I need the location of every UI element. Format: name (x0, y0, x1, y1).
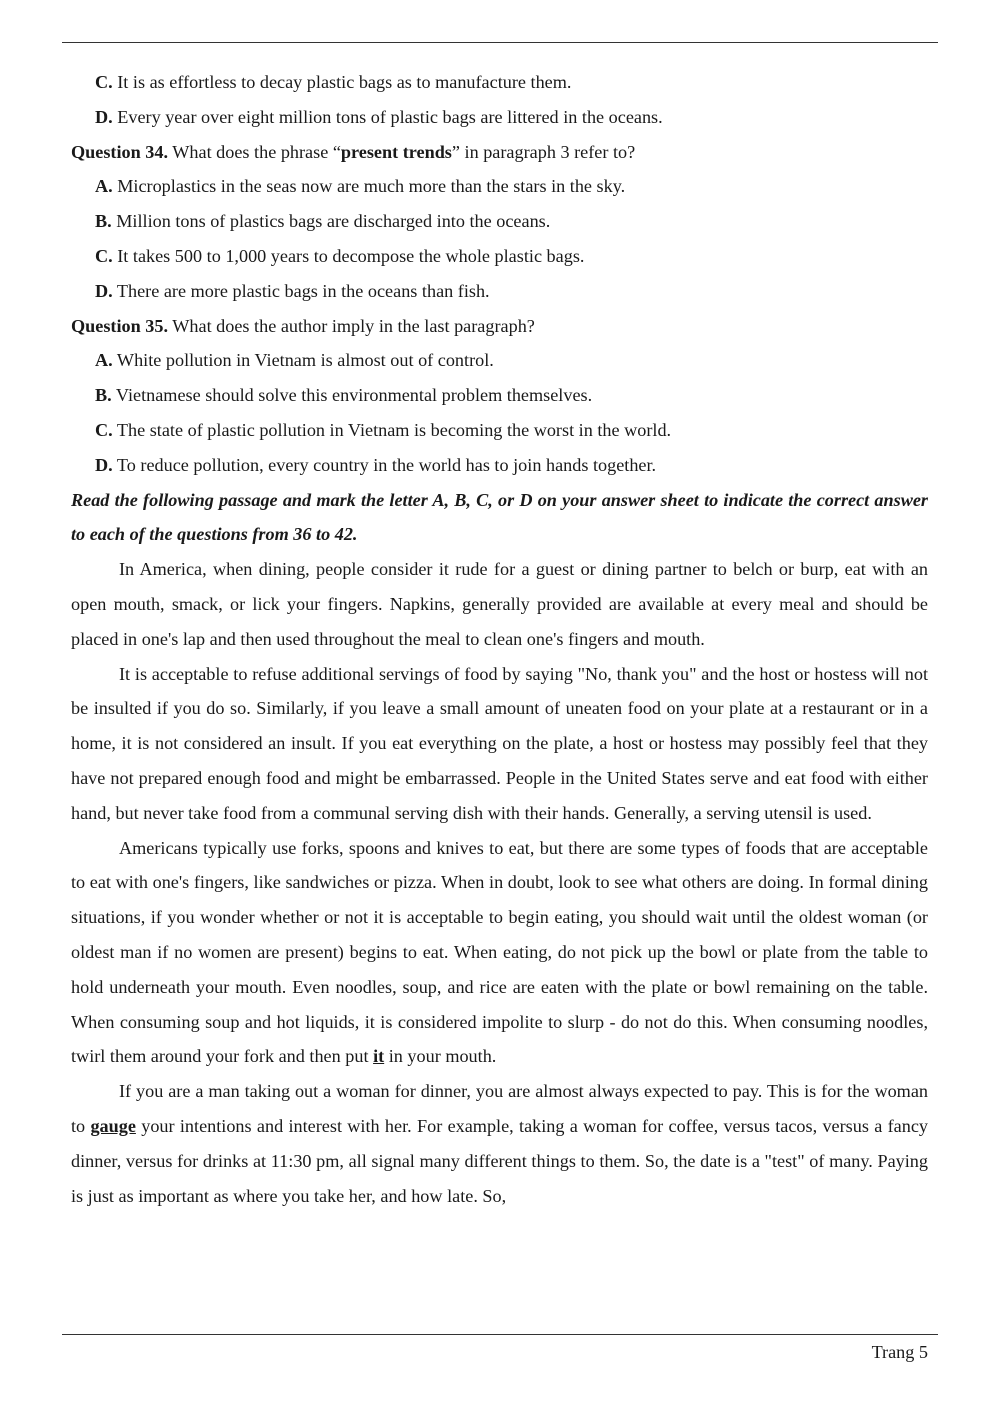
question-34: Question 34. What does the phrase “present trends” in paragraph 3 refer to? (71, 141, 636, 162)
q33-option-d: D. Every year over eight million tons of plastic bags are littered in the oceans. (95, 106, 663, 127)
header-rule (62, 42, 938, 43)
footer-rule (62, 1334, 938, 1335)
q34-option-d: D. There are more plastic bags in the oceans than fish. (95, 280, 490, 301)
q34-option-a: A. Microplastics in the seas now are much more than the stars in the sky. (95, 176, 626, 197)
q34-option-c: C. It takes 500 to 1,000 years to decompose the whole plastic bags. (95, 245, 585, 266)
q33-option-c: C. It is as effortless to decay plastic bags as to manufacture them. (95, 72, 572, 92)
q35-option-c: C. The state of plastic pollution in Vietnam is becoming the worst in the world. (95, 419, 672, 440)
page-number: Trang 5 (871, 1342, 928, 1362)
passage-paragraph-3: Americans typically use forks, spoons and knives to eat, but there are some types of foods that are acceptable to eat with one's fingers, like sandwiches or pizza. When in doubt, look to see what others are doing. In formal dining situations, if you wonder whether or not it is acceptable to begin eating, you should wait until the oldest woman (or oldest man if no women are present) begins to eat. When eating, do not pick up the bowl or plate from the table to hold underneath your mouth. Even noodles, soup, and rice are eaten with the plate or bowl remaining on the table. When consuming soup and hot liquids, it is considered impolite to slurp - do not do this. When consuming noodles, twirl them around your fork and then put it in your mouth. (71, 837, 928, 1067)
q35-option-a: A. White pollution in Vietnam is almost out of control. (95, 350, 494, 371)
section-instruction: Read the following passage and mark the letter A, B, C, or D on your answer sheet to indicate the correct answer to each of the questions from 36 to 42. (71, 489, 928, 545)
passage-paragraph-4: If you are a man taking out a woman for dinner, you are almost always expected to pay. This is for the woman to gauge your intentions and interest with her. For example, taking a woman for coffee, versus tacos, versus a fancy dinner, versus for drinks at 11:30 pm, all signal many different things to them. So, the date is a "test" of many. Paying is just as important as where you take her, and how late. So, (71, 1081, 928, 1206)
underlined-word-it: it (373, 1046, 385, 1067)
q34-option-b: B. Million tons of plastics bags are discharged into the oceans. (95, 211, 551, 232)
passage-paragraph-1: In America, when dining, people consider it rude for a guest or dining partner to belch or burp, eat with an open mouth, smack, or lick your fingers. Napkins, generally provided are available at every meal and should be placed in one's lap and then used throughout the meal to clean one's fingers and mouth. (71, 559, 928, 649)
question-35: Question 35. What does the author imply in the last paragraph? (71, 315, 535, 336)
passage-paragraph-2: It is acceptable to refuse additional servings of food by saying "No, thank you" and the host or hostess will not be insulted if you do so. Similarly, if you leave a small amount of uneaten food on your plate at a restaurant or in a home, it is not considered an insult. If you eat everything on the plate, a host or hostess may possibly feel that they have not prepared enough food and might be embarrassed. People in the United States serve and eat food with either hand, but never take food from a communal serving dish with their hands. Generally, a serving utensil is used. (71, 663, 928, 823)
underlined-word-gauge: gauge (90, 1115, 136, 1136)
q35-option-d: D. To reduce pollution, every country in the world has to join hands together. (95, 454, 657, 475)
page-content (71, 65, 928, 1213)
q35-option-b: B. Vietnamese should solve this environmental problem themselves. (95, 385, 593, 406)
